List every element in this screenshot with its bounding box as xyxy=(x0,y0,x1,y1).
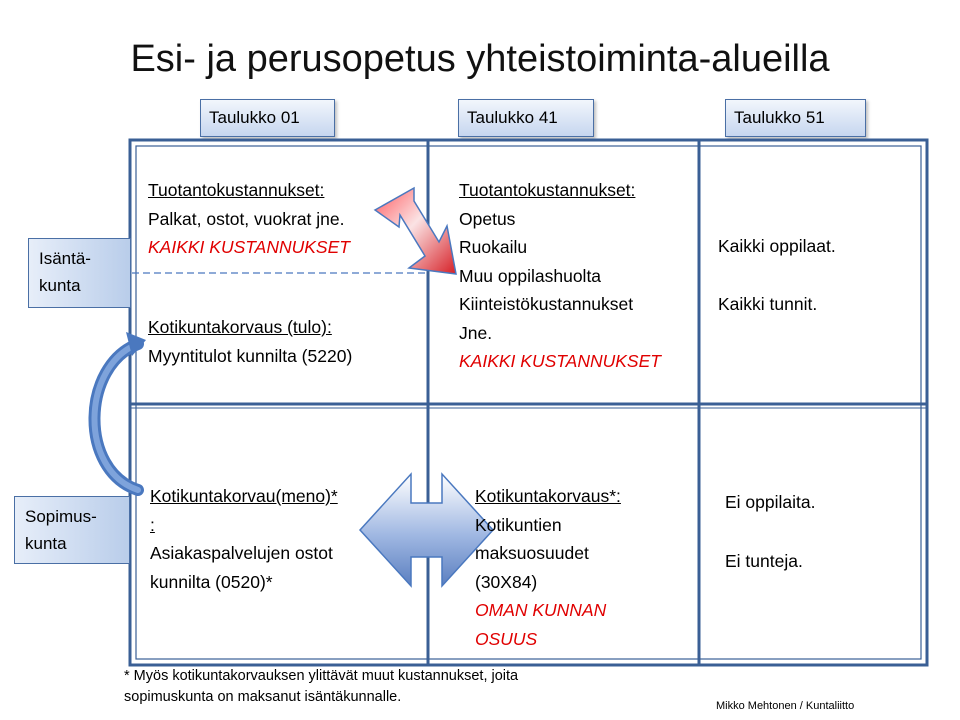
cell-line: Ruokailu xyxy=(459,237,528,257)
cell-contract-t41 xyxy=(475,482,621,653)
cell-line: Asiakaspalvelujen ostot xyxy=(150,543,333,563)
cell-line: (30X84) xyxy=(475,571,538,592)
cell-heading-cont: : xyxy=(150,514,155,535)
cell-line: Ei tunteja. xyxy=(725,550,803,571)
cell-line: Kaikki tunnit. xyxy=(718,293,818,314)
cell-host-t01-costs xyxy=(148,176,350,262)
footnote-line: * Myös kotikuntakorvauksen ylittävät muut kustannukset, joita xyxy=(124,668,519,684)
footnote-line: sopimuskunta on maksanut isäntäkunnalle. xyxy=(124,689,402,705)
cell-heading: Tuotantokustannukset: xyxy=(148,180,325,200)
cell-line: Myyntitulot kunnilta (5220) xyxy=(148,345,353,366)
cell-heading: Kotikuntakorvau(meno)* xyxy=(150,486,338,506)
header-taulukko-41: Taulukko 41 xyxy=(458,99,594,137)
cell-line: Opetus xyxy=(459,208,516,229)
cell-line: Muu oppilashuolta xyxy=(459,265,602,286)
curved-arrow-icon xyxy=(94,332,146,490)
cell-line: Jne. xyxy=(459,322,493,343)
header-taulukko-01: Taulukko 01 xyxy=(200,99,335,137)
header-taulukko-51: Taulukko 51 xyxy=(725,99,866,137)
cell-line: Kiinteistökustannukset xyxy=(459,294,634,314)
cell-red-text: KAIKKI KUSTANNUKSET xyxy=(459,351,661,371)
cell-line: Kaikki oppilaat. xyxy=(718,236,836,256)
cell-contract-t51 xyxy=(725,488,815,575)
page-title: Esi- ja perusopetus yhteistoiminta-alueilla xyxy=(130,38,830,80)
row-label-contract-text: Sopimus- kunta xyxy=(25,507,97,553)
footnote xyxy=(124,666,518,708)
cell-line: Ei oppilaita. xyxy=(725,492,816,512)
cell-red-text: OSUUS xyxy=(475,628,538,649)
author-credit: Mikko Mehtonen / Kuntaliitto xyxy=(716,700,855,712)
cell-line: kunnilta (0520)* xyxy=(150,571,273,592)
cell-host-t01-income xyxy=(148,313,352,370)
cell-host-t51 xyxy=(718,232,836,318)
cell-line: Kotikuntien xyxy=(475,514,562,535)
cell-heading: Kotikuntakorvaus (tulo): xyxy=(148,317,332,337)
cell-red-text: OMAN KUNNAN xyxy=(475,600,607,620)
double-arrow-red-icon xyxy=(375,188,456,274)
cell-heading: Kotikuntakorvaus*: xyxy=(475,486,621,506)
row-label-contract xyxy=(14,496,130,564)
cell-red-text: KAIKKI KUSTANNUKSET xyxy=(148,237,350,257)
cell-heading: Tuotantokustannukset: xyxy=(459,180,636,200)
cell-host-t41 xyxy=(459,176,661,376)
cell-line: maksuosuudet xyxy=(475,543,589,563)
row-label-host xyxy=(28,238,131,308)
row-label-host-text: Isäntä- kunta xyxy=(39,249,91,295)
cell-contract-t01 xyxy=(150,482,338,596)
cell-line: Palkat, ostot, vuokrat jne. xyxy=(148,208,345,229)
